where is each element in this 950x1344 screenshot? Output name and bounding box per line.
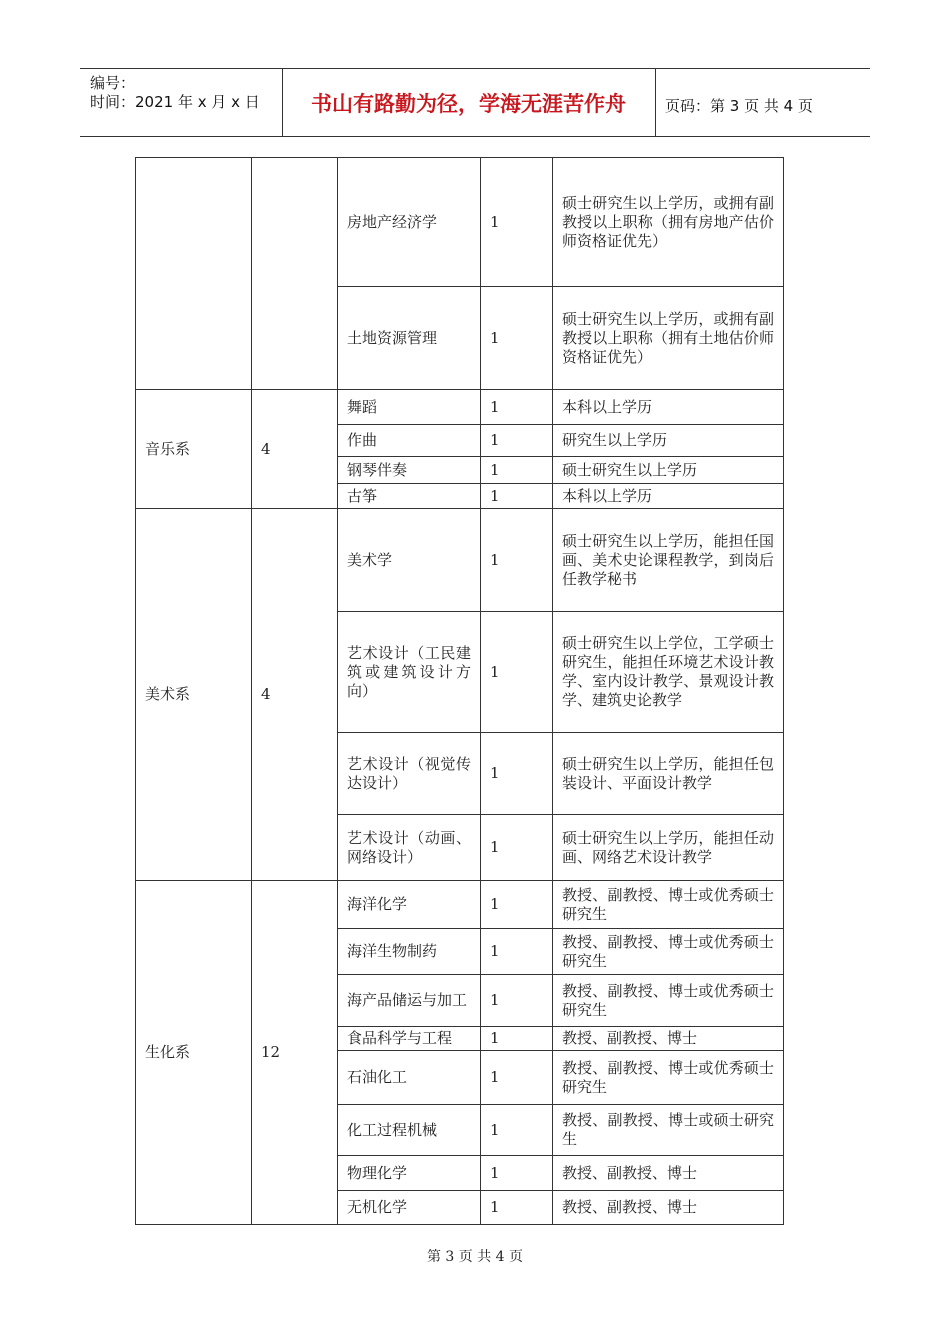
header-divider-right: [655, 68, 656, 136]
major-cell: 房地产经济学: [338, 158, 481, 287]
major-cell: 石油化工: [338, 1051, 481, 1105]
requirement-cell: 硕士研究生以上学历，或拥有副教授以上职称（拥有房地产估价师资格证优先）: [553, 158, 784, 287]
header-bottom-rule: [80, 136, 870, 137]
requirement-cell: 硕士研究生以上学位，工学硕士研究生，能担任环境艺术设计教学、室内设计教学、景观设计教学、建筑史论教学: [553, 612, 784, 733]
num-cell: 1: [481, 390, 553, 425]
num-cell: 1: [481, 1051, 553, 1105]
num-cell: 1: [481, 929, 553, 975]
requirement-cell: 教授、副教授、博士: [553, 1156, 784, 1191]
table-row: [136, 509, 784, 612]
num-cell: 1: [481, 1027, 553, 1051]
num-cell: 1: [481, 1156, 553, 1191]
table-row: [136, 390, 784, 425]
num-cell: 1: [481, 815, 553, 881]
requirement-cell: 教授、副教授、博士: [553, 1027, 784, 1051]
requirement-cell: 教授、副教授、博士或优秀硕士研究生: [553, 975, 784, 1027]
major-cell: 海洋化学: [338, 881, 481, 929]
recruitment-table: [135, 157, 784, 1225]
requirement-cell: 教授、副教授、博士或硕士研究生: [553, 1105, 784, 1156]
major-cell: 古筝: [338, 484, 481, 509]
requirement-cell: 硕士研究生以上学历，能担任动画、网络艺术设计教学: [553, 815, 784, 881]
major-cell: 钢琴伴奏: [338, 457, 481, 484]
page-footer: 第 3 页 共 4 页: [426, 1249, 524, 1265]
major-cell: 海洋生物制药: [338, 929, 481, 975]
requirement-cell: 硕士研究生以上学历，能担任国画、美术史论课程教学，到岗后任教学秘书: [553, 509, 784, 612]
count-cell: 4: [252, 390, 338, 509]
num-cell: 1: [481, 733, 553, 815]
count-cell: 12: [252, 881, 338, 1225]
header-motto: 书山有路勤为径，学海无涯苦作舟: [311, 92, 626, 116]
num-cell: 1: [481, 484, 553, 509]
count-cell: [252, 158, 338, 390]
requirement-cell: 硕士研究生以上学历: [553, 457, 784, 484]
major-cell: 食品科学与工程: [338, 1027, 481, 1051]
requirement-cell: 硕士研究生以上学历，能担任包装设计、平面设计教学: [553, 733, 784, 815]
major-cell: 无机化学: [338, 1191, 481, 1225]
num-cell: 1: [481, 509, 553, 612]
requirement-cell: 本科以上学历: [553, 484, 784, 509]
num-cell: 1: [481, 457, 553, 484]
num-cell: 1: [481, 287, 553, 390]
requirement-cell: 教授、副教授、博士或优秀硕士研究生: [553, 1051, 784, 1105]
requirement-cell: 教授、副教授、博士或优秀硕士研究生: [553, 881, 784, 929]
requirement-cell: 教授、副教授、博士或优秀硕士研究生: [553, 929, 784, 975]
major-cell: 艺术设计（视觉传达设计）: [338, 733, 481, 815]
requirement-cell: 研究生以上学历: [553, 425, 784, 457]
requirement-cell: 本科以上学历: [553, 390, 784, 425]
num-cell: 1: [481, 1105, 553, 1156]
major-cell: 艺术设计（动画、网络设计）: [338, 815, 481, 881]
count-cell: 4: [252, 509, 338, 881]
dept-cell: 音乐系: [136, 390, 252, 509]
num-cell: 1: [481, 158, 553, 287]
major-cell: 物理化学: [338, 1156, 481, 1191]
num-cell: 1: [481, 425, 553, 457]
header-time-label: 时间：2021 年 x 月 x 日: [90, 93, 260, 111]
major-cell: 海产品储运与加工: [338, 975, 481, 1027]
table-row: [136, 881, 784, 929]
major-cell: 化工过程机械: [338, 1105, 481, 1156]
num-cell: 1: [481, 612, 553, 733]
table-row: [136, 158, 784, 287]
dept-cell: 美术系: [136, 509, 252, 881]
major-cell: 土地资源管理: [338, 287, 481, 390]
header-number-label: 编号：: [90, 74, 136, 92]
num-cell: 1: [481, 1191, 553, 1225]
major-cell: 作曲: [338, 425, 481, 457]
requirement-cell: 硕士研究生以上学历，或拥有副教授以上职称（拥有土地估价师资格证优先）: [553, 287, 784, 390]
dept-cell: 生化系: [136, 881, 252, 1225]
requirement-cell: 教授、副教授、博士: [553, 1191, 784, 1225]
major-cell: 艺术设计（工民建筑或建筑设计方向）: [338, 612, 481, 733]
major-cell: 美术学: [338, 509, 481, 612]
num-cell: 1: [481, 975, 553, 1027]
num-cell: 1: [481, 881, 553, 929]
header-top-rule: [80, 68, 870, 69]
header-page-label: 页码：第 3 页 共 4 页: [665, 97, 813, 115]
dept-cell: [136, 158, 252, 390]
major-cell: 舞蹈: [338, 390, 481, 425]
